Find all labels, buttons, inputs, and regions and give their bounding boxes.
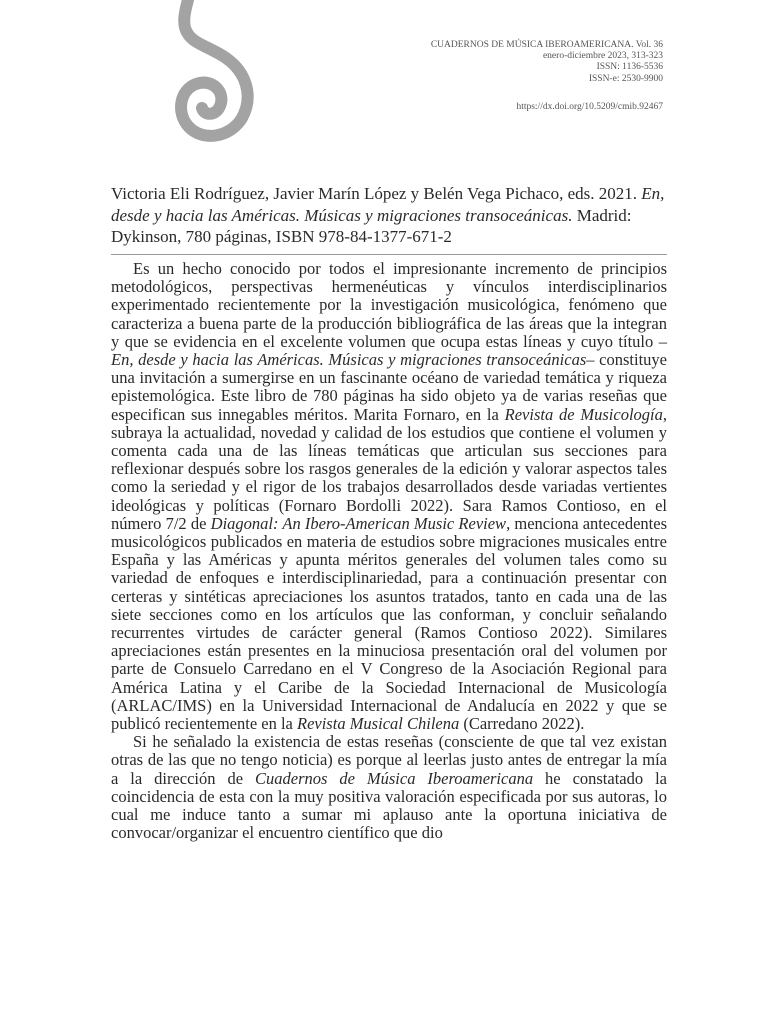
divider [111,254,667,255]
review-body [111,260,667,843]
body-paragraph [111,733,667,842]
book-citation [111,183,667,248]
paragraph-text: – constituye una invitación a sumergirse en un fascinante océano de variedad temática y riqueza epistemológica. Este libro de 780 páginas ha sido objeto ya de varias reseñas que especifican sus innegables méritos. Marita Fornaro, en la [111,350,667,424]
paragraph-text: he constatado la coincidencia de esta con la muy positiva valoración especificada por sus autoras, lo cual me induce tanto a sumar mi aplauso ante la oportuna iniciativa de convocar/organizar el encuentro científico que dio [111,768,667,843]
journal-header [431,40,663,113]
paragraph-text: , menciona antecedentes musicológicos publicados en materia de estudios sobre migraciones musicales entre España y las Américas y apunta méritos generales del volumen tales como su variedad de enfoques e interdisciplinariedad, para a continuación presentar con certeras y sintéticas apreciaciones los asuntos tratados, tanto en cada una de las siete secciones como en los artículos que las conforman, y concluir señalando recurrentes virtudes de carácter general (Ramos Contioso 2022). Similares apreciaciones están presentes en la minuciosa presentación oral del volumen por parte de Consuelo Carredano en el V Congreso de la Asociación Regional para América Latina y el Caribe de la Sociedad Internacional de Musicología (ARLAC/IMS) en la Universidad Internacional de Andalucía en 2022 y que se publicó recientemente en la [111,513,668,734]
paragraph-text: , subraya la actualidad, novedad y calidad de los estudios que contiene el volumen y comenta cada una de las líneas temáticas que articulan sus secciones para reflexionar después sobre los rasgos generales de la edición y valorar aspectos tales como la seriedad y el rigor de los trabajos desarrollados desde variadas vertientes ideológicas y políticas (Fornaro Bordolli 2022). Sara Ramos Contioso, en el número 7/2 de [111,404,667,533]
spiral-logo-icon [160,0,270,150]
italic-title-text: Diagonal: An Ibero-American Music Review [210,513,507,533]
citation-title: En, desde y hacia las Américas. Músicas y migraciones transoceánicas. [111,184,665,225]
italic-title-text: En, desde y hacia las Américas. Músicas y migraciones transoceánicas [111,350,587,370]
journal-dates: enero-diciembre 2023, 313-323 [542,51,663,62]
citation-authors: Victoria Eli Rodríguez, Javier Marín López y Belén Vega Pichaco, eds. 2021. [111,184,637,203]
journal-issn: ISSN: 1136-5536 [596,62,663,73]
italic-title-text: Cuadernos de Música Iberoamericana [254,768,534,788]
doi-link[interactable]: https://dx.doi.org/10.5209/cmib.92467 [516,101,663,112]
paragraph-text: Si he señalado la existencia de estas reseñas (consciente de que tal vez existan otras de las que no tengo noticia) es porque al leerlas justo antes de entregar la mía a la dirección de [111,732,667,788]
journal-name: CUADERNOS DE MÚSICA IBEROAMERICANA. Vol. 36 [430,40,663,50]
body-paragraph [111,260,667,733]
paragraph-text: (Carredano 2022). [459,714,585,734]
journal-issn-e: ISSN-e: 2530-9900 [588,73,663,84]
paragraph-text: Es un hecho conocido por todos el impresionante incremento de principios metodológicos, perspectivas hermenéuticas y vínculos interdisciplinarios experimentado recientemente por la investigación musicológica, fenómeno que caracteriza a buena parte de la producción bibliográfica de las áreas que la integran y que se evidencia en el excelente volumen que ocupa estas líneas y cuyo título – [111,259,667,351]
italic-title-text: Revista de Musicología [504,404,663,424]
italic-title-text: Revista Musical Chilena [297,714,460,734]
citation-publisher: Madrid: Dykinson, 780 páginas, ISBN 978-84-1377-671-2 [111,205,632,246]
